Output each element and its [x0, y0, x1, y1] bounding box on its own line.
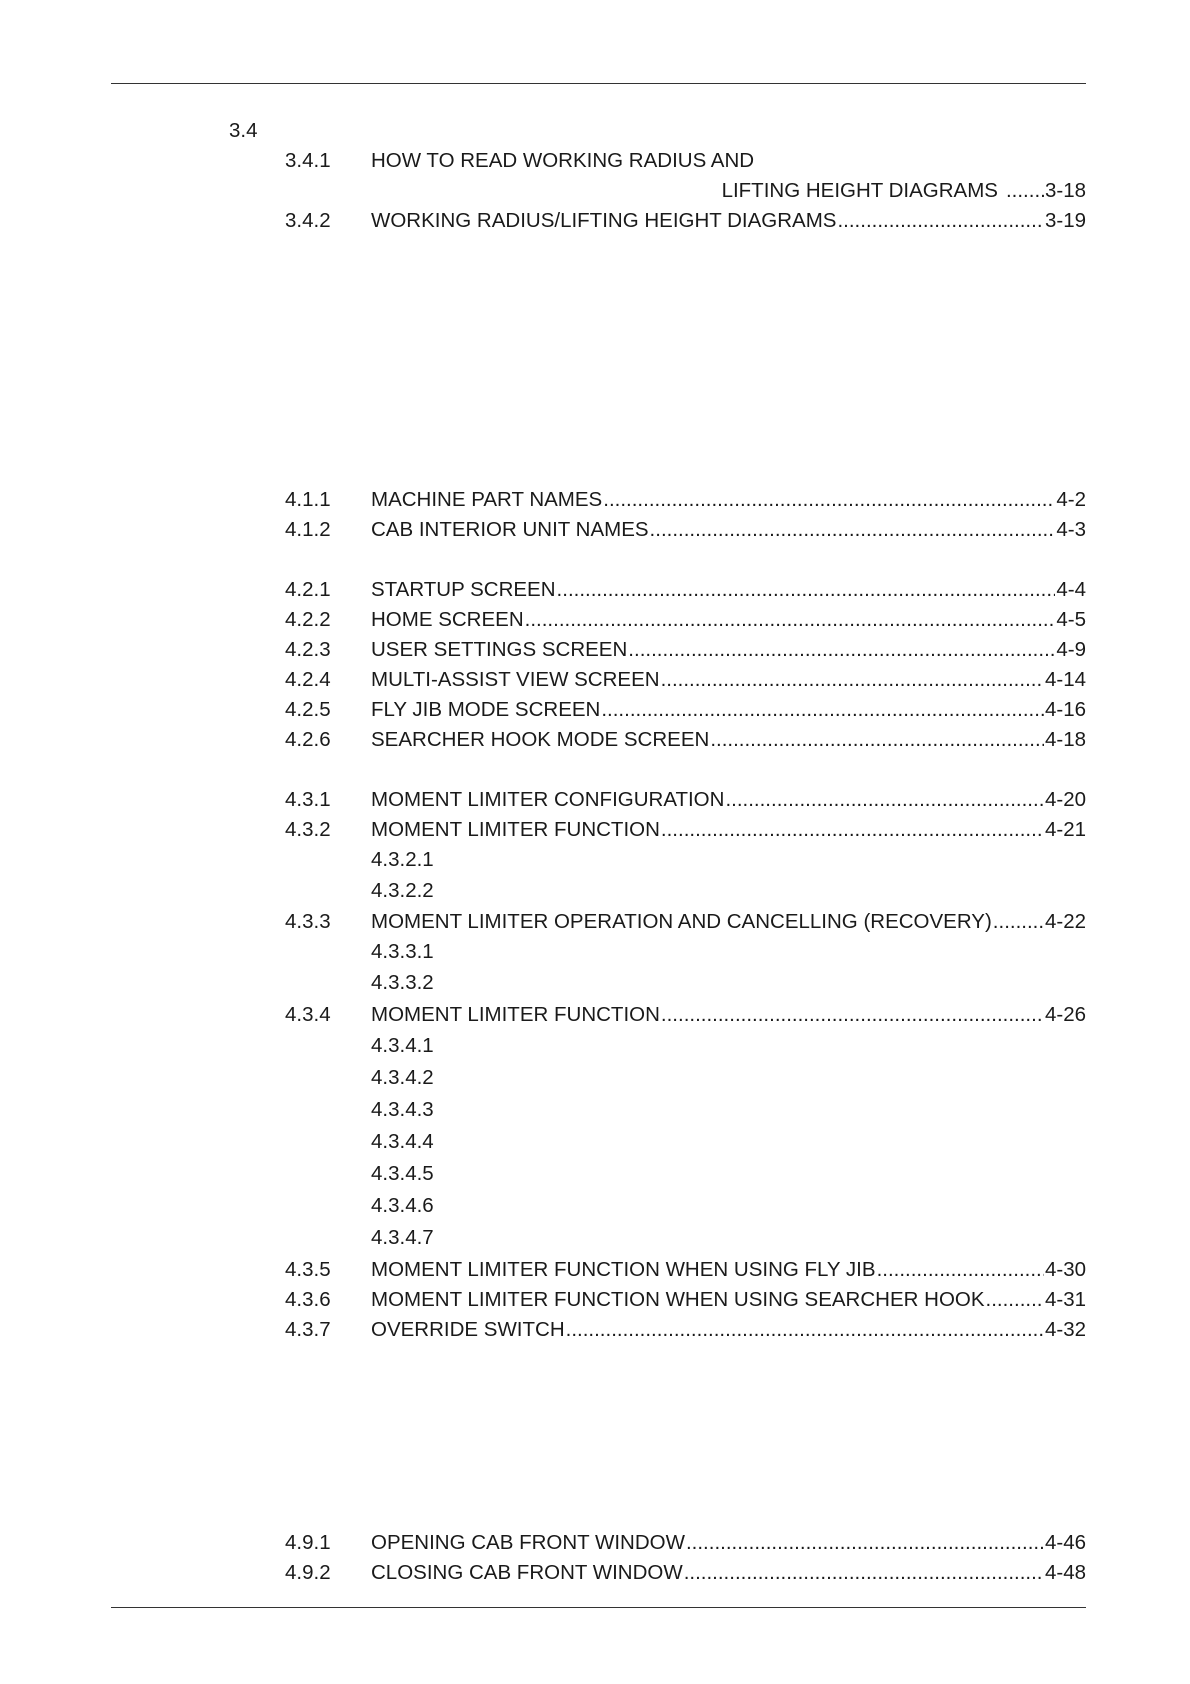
section-number: 4.3.1: [285, 788, 331, 811]
section-title: CAB INTERIOR UNIT NAMES: [371, 518, 649, 541]
dot-leader: [710, 726, 1044, 754]
toc-entry-4-2-2: [0, 606, 1190, 634]
section-title-continued: LIFTING HEIGHT DIAGRAMS: [721, 179, 998, 202]
toc-entry-4-1-2: [0, 516, 1190, 544]
toc-entry-3-4-2: [0, 207, 1190, 235]
toc-entry-4-2-5: [0, 696, 1190, 724]
section-number: 4.3.6: [285, 1288, 331, 1311]
section-number: 4.3.4.2: [371, 1066, 434, 1089]
page-number: 4-2: [1056, 488, 1086, 511]
page-number: 4-4: [1056, 578, 1086, 601]
toc-entry-3-4-1-cont: [0, 177, 1190, 205]
dot-leader: [725, 786, 1044, 814]
dot-leader: [684, 1559, 1044, 1587]
page-number: 4-18: [1044, 728, 1086, 751]
page-number: 4-5: [1056, 608, 1086, 631]
dot-leader: [650, 516, 1056, 544]
toc-entry-4-3-4-7: [0, 1224, 1190, 1252]
section-number: 4.3.4: [285, 1003, 331, 1026]
section-number: 3.4.2: [285, 209, 331, 232]
toc-entry-4-3-2: [0, 816, 1190, 844]
toc-entry-4-3-2-2: [0, 877, 1190, 905]
toc-entry-4-3-4-6: [0, 1192, 1190, 1220]
page-number: 3-19: [1044, 209, 1086, 232]
section-title: HOME SCREEN: [371, 608, 524, 631]
toc-entry-4-3-4: [0, 1001, 1190, 1029]
toc-entry-3-4: [0, 117, 1190, 145]
section-number: 4.3.2: [285, 818, 331, 841]
page-number: 4-3: [1056, 518, 1086, 541]
dot-leader: [525, 606, 1056, 634]
section-title: HOW TO READ WORKING RADIUS AND: [371, 149, 755, 172]
toc-entry-4-2-6: [0, 726, 1190, 754]
section-title: SEARCHER HOOK MODE SCREEN: [371, 728, 710, 751]
toc-entry-4-9-2: [0, 1559, 1190, 1587]
footer-rule: [111, 1607, 1086, 1608]
dot-leader: [603, 486, 1055, 514]
section-title: OPENING CAB FRONT WINDOW: [371, 1531, 685, 1554]
section-number: 3.4.1: [285, 149, 331, 172]
page-number: 4-21: [1044, 818, 1086, 841]
toc-entry-4-3-3: [0, 908, 1190, 936]
dot-leader: [877, 1256, 1044, 1284]
page-number: 3-18: [1044, 179, 1086, 202]
dot-leader: [1006, 177, 1044, 205]
header-rule: [111, 83, 1086, 84]
toc-entry-4-3-4-1: [0, 1032, 1190, 1060]
dot-leader: [557, 576, 1056, 604]
section-title: USER SETTINGS SCREEN: [371, 638, 628, 661]
toc-entry-3-4-1: [0, 147, 1190, 175]
page-number: 4-20: [1044, 788, 1086, 811]
page-number: 4-16: [1044, 698, 1086, 721]
toc-entry-4-3-5: [0, 1256, 1190, 1284]
dot-leader: [628, 636, 1055, 664]
section-title: FLY JIB MODE SCREEN: [371, 698, 601, 721]
page-number: 4-48: [1044, 1561, 1086, 1584]
toc-entry-4-3-4-5: [0, 1160, 1190, 1188]
section-number: 4.2.2: [285, 608, 331, 631]
section-title: MACHINE PART NAMES: [371, 488, 603, 511]
section-title: MOMENT LIMITER CONFIGURATION: [371, 788, 725, 811]
section-title: OVERRIDE SWITCH: [371, 1318, 565, 1341]
page-number: 4-46: [1044, 1531, 1086, 1554]
section-title: MOMENT LIMITER FUNCTION: [371, 818, 660, 841]
toc-entry-4-2-3: [0, 636, 1190, 664]
section-number: 4.1.2: [285, 518, 331, 541]
section-number: 4.3.3: [285, 910, 331, 933]
section-number: 4.2.3: [285, 638, 331, 661]
toc-entry-4-2-1: [0, 576, 1190, 604]
dot-leader: [686, 1529, 1044, 1557]
section-title: MOMENT LIMITER FUNCTION WHEN USING FLY JIB: [371, 1258, 876, 1281]
section-number: 4.1.1: [285, 488, 331, 511]
toc-entry-4-3-3-2: [0, 969, 1190, 997]
toc-entry-4-3-4-3: [0, 1096, 1190, 1124]
section-number: 4.3.4.4: [371, 1130, 434, 1153]
dot-leader: [661, 666, 1044, 694]
section-title: WORKING RADIUS/LIFTING HEIGHT DIAGRAMS: [371, 209, 837, 232]
dot-leader: [986, 1286, 1044, 1314]
page-number: 4-22: [1044, 910, 1086, 933]
section-number: 4.9.1: [285, 1531, 331, 1554]
toc-entry-4-3-6: [0, 1286, 1190, 1314]
section-title: CLOSING CAB FRONT WINDOW: [371, 1561, 683, 1584]
toc-entry-4-3-4-2: [0, 1064, 1190, 1092]
toc-entry-4-3-3-1: [0, 938, 1190, 966]
page-number: 4-31: [1044, 1288, 1086, 1311]
page-number: 4-26: [1044, 1003, 1086, 1026]
section-number: 4.3.7: [285, 1318, 331, 1341]
dot-leader: [837, 207, 1044, 235]
dot-leader: [601, 696, 1044, 724]
section-number: 4.3.5: [285, 1258, 331, 1281]
section-number: 4.2.1: [285, 578, 331, 601]
section-title: MOMENT LIMITER FUNCTION: [371, 1003, 660, 1026]
section-number: 4.3.4.7: [371, 1226, 434, 1249]
dot-leader: [993, 908, 1044, 936]
toc-entry-4-3-7: [0, 1316, 1190, 1344]
section-number: 4.2.5: [285, 698, 331, 721]
page-number: 4-32: [1044, 1318, 1086, 1341]
section-number: 4.3.4.1: [371, 1034, 434, 1057]
page-number: 4-9: [1056, 638, 1086, 661]
section-title: STARTUP SCREEN: [371, 578, 556, 601]
section-number: 4.2.6: [285, 728, 331, 751]
section-number: 4.3.4.6: [371, 1194, 434, 1217]
section-number: 4.3.2.1: [371, 848, 434, 871]
toc-entry-4-3-4-4: [0, 1128, 1190, 1156]
section-number: 4.3.2.2: [371, 879, 434, 902]
page-number: 4-14: [1044, 668, 1086, 691]
section-number: 4.2.4: [285, 668, 331, 691]
section-number: 4.3.3.1: [371, 940, 434, 963]
dot-leader: [661, 1001, 1044, 1029]
page-number: 4-30: [1044, 1258, 1086, 1281]
toc-entry-4-1-1: [0, 486, 1190, 514]
section-number: 4.3.4.3: [371, 1098, 434, 1121]
section-title: MULTI-ASSIST VIEW SCREEN: [371, 668, 660, 691]
toc-entry-4-3-1: [0, 786, 1190, 814]
section-number: 4.3.4.5: [371, 1162, 434, 1185]
toc-entry-4-2-4: [0, 666, 1190, 694]
toc-entry-4-3-2-1: [0, 846, 1190, 874]
dot-leader: [661, 816, 1044, 844]
section-number: 4.3.3.2: [371, 971, 434, 994]
section-number: 3.4: [229, 119, 258, 142]
section-number: 4.9.2: [285, 1561, 331, 1584]
section-title: MOMENT LIMITER OPERATION AND CANCELLING (RECOVERY): [371, 910, 992, 933]
section-title: MOMENT LIMITER FUNCTION WHEN USING SEARCHER HOOK: [371, 1288, 985, 1311]
dot-leader: [566, 1316, 1044, 1344]
toc-entry-4-9-1: [0, 1529, 1190, 1557]
